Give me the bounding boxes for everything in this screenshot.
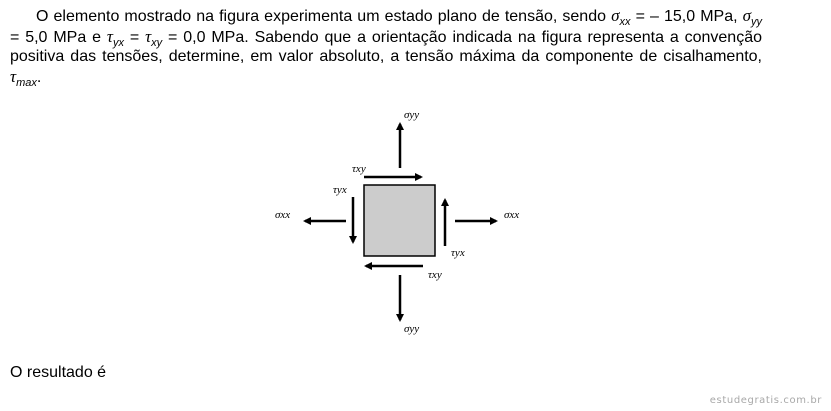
tau-xy-bottom-label: τxy — [428, 269, 442, 281]
result-prompt: O resultado é — [10, 364, 107, 381]
sigma-yy-top-label: σyy — [404, 109, 420, 121]
sigma-xx-right-label: σxx — [504, 209, 520, 221]
tau-symbol: τ — [10, 66, 17, 86]
tau-yx-left-label: τyx — [333, 184, 347, 196]
watermark: estudegratis.com.br — [709, 395, 822, 406]
sigma-xx-left-label: σxx — [275, 209, 291, 221]
tau-symbol: τ — [145, 26, 152, 46]
sigma-symbol: σ — [742, 6, 752, 25]
tau-symbol: τ — [106, 26, 113, 46]
question-text: O elemento mostrado na figura experimenta um estado plano de tensão, sendo $\sigma_{xx}$ = – 15,0 MPa, $\sigma_{yy} = 5,0$ MPa e $\tau_{yx} = \tau_{xy} = 0,0$ MPa. Sabendo que a orientação indicada na figura representa a convenção positiva das tensões, determine, em valor absoluto, a tensão máxima da componente de cisalhamento, $\tau_{max}$. — [10, 6, 763, 89]
tau-yx-right-label: τyx — [451, 247, 465, 259]
stress-element-square — [364, 185, 435, 256]
sigma-yy-bottom-label: σyy — [404, 323, 420, 335]
tau-xy-top-label: τxy — [352, 163, 366, 175]
stress-element-figure — [260, 100, 550, 340]
sigma-symbol: σ — [611, 6, 620, 25]
